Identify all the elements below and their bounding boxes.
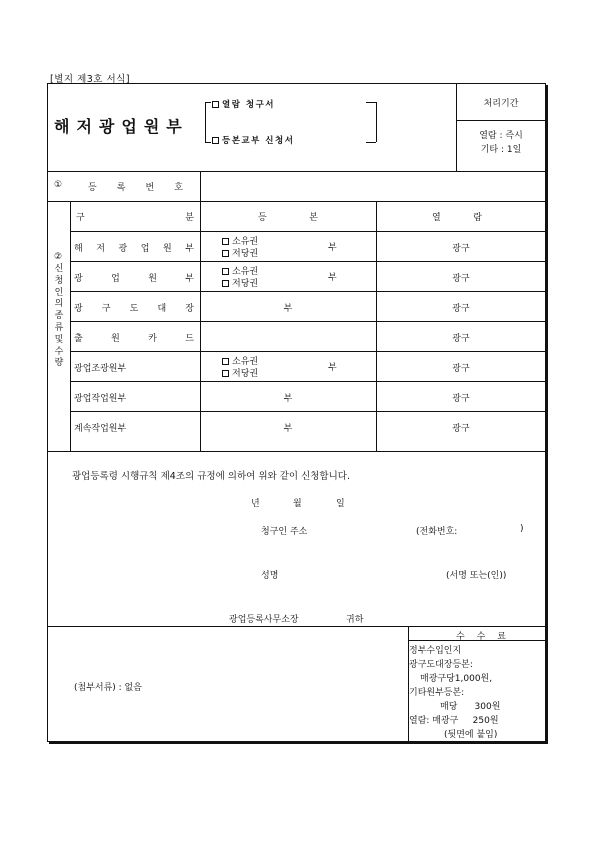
fee-line: 광구도대장등본:	[409, 660, 473, 670]
option-label: 저당권	[232, 279, 259, 289]
registration-number-label: 등 록 번 호	[88, 183, 183, 193]
attachments-note: (첨부서류) : 없음	[74, 683, 142, 693]
vertical-label-char: 수	[54, 346, 64, 357]
section1-marker: ①	[54, 180, 63, 190]
left-bracket	[205, 102, 206, 142]
processing-divider	[456, 120, 546, 121]
view-unit: 광구	[452, 244, 470, 254]
fee-line: 기타원부등본:	[409, 688, 465, 698]
copy-unit: 부	[328, 243, 337, 253]
copy-option-mortgage[interactable]	[222, 246, 258, 259]
honorific: 귀하	[346, 615, 364, 625]
section2-marker: ②	[54, 252, 63, 262]
col-divider	[376, 201, 377, 451]
checkbox-icon[interactable]	[222, 268, 229, 275]
checkbox-icon[interactable]	[222, 358, 229, 365]
form-title: 해저광업원부	[54, 117, 189, 136]
vertical-label-char: 청	[54, 275, 64, 286]
form-number-tag: [별지 제3호 서식]	[50, 74, 131, 85]
fee-line: 열람: 매광구 250원	[409, 716, 499, 726]
header-view: 열 람	[432, 213, 482, 223]
option-copy-request[interactable]	[212, 134, 294, 146]
vertical-label-char: 및	[54, 334, 64, 345]
option-label: 저당권	[232, 369, 259, 379]
checkbox-icon[interactable]	[222, 250, 229, 257]
vertical-label-char: 신	[54, 264, 64, 274]
row-divider	[70, 381, 546, 382]
option-label: 저당권	[232, 249, 259, 259]
row-category-6: 계속작업원부	[74, 424, 127, 434]
vertical-label-char: 의	[54, 299, 64, 310]
checkbox-icon[interactable]	[212, 101, 219, 108]
row-category-4: 광업조광원부	[74, 364, 127, 374]
fee-line: 매당 300원	[440, 702, 501, 712]
copy-unit: 부	[328, 363, 337, 373]
date-year: 년	[251, 499, 260, 509]
copy-option-mortgage[interactable]	[222, 366, 258, 379]
name-label: 성명	[261, 571, 279, 581]
row-category-1: 광 업 원 부	[74, 274, 194, 284]
right-bracket	[376, 102, 377, 142]
option-label: 소유권	[232, 237, 259, 247]
processing-view: 열람 : 즉시	[479, 131, 523, 141]
view-unit: 광구	[452, 394, 470, 404]
option-view-request[interactable]	[212, 98, 275, 110]
col-divider	[200, 201, 201, 451]
checkbox-icon[interactable]	[222, 280, 229, 287]
copy-option-mortgage[interactable]	[222, 276, 258, 289]
addressee: 광업등록사무소장	[229, 615, 299, 625]
phone-label: (전화번호:	[416, 527, 458, 537]
view-unit: 광구	[452, 424, 470, 434]
row-divider	[70, 351, 546, 352]
header-copy: 등 본	[258, 213, 318, 223]
row-divider	[48, 451, 546, 452]
row-category-5: 광업작업원부	[74, 394, 127, 404]
row-divider	[70, 321, 546, 322]
option-label: 소유권	[232, 267, 259, 277]
processing-other: 기타 : 1일	[480, 145, 522, 155]
statement-text: 광업등록령 시행규칙 제4조의 규정에 의하여 위와 같이 신청합니다.	[72, 471, 350, 482]
vertical-label-char: 인	[54, 287, 64, 298]
row-category-0: 해 저 광 업 원 부	[74, 244, 194, 254]
copy-unit: 부	[283, 424, 293, 434]
view-unit: 광구	[452, 304, 470, 314]
name-field[interactable]	[288, 564, 438, 580]
row-divider	[70, 291, 546, 292]
fee-title: 수 수 료	[456, 632, 506, 642]
bracket-tick	[366, 142, 376, 143]
form-frame	[47, 83, 546, 742]
row-divider	[70, 261, 546, 262]
row-divider	[70, 231, 546, 232]
row-divider	[70, 411, 546, 412]
header-category: 구 분	[76, 213, 194, 223]
bracket-tick	[205, 102, 211, 103]
date-month: 월	[293, 499, 302, 509]
date-day: 일	[336, 499, 345, 509]
vertical-label-char: 류	[54, 323, 64, 333]
applicant-address-field[interactable]	[318, 520, 413, 536]
vertical-label-char: 량	[54, 358, 64, 369]
view-unit: 광구	[452, 364, 470, 374]
row-divider	[48, 626, 546, 627]
phone-close: )	[520, 524, 524, 534]
row-category-3: 출 원 카 드	[74, 334, 194, 344]
fee-line: 정부수입인지	[409, 646, 462, 656]
copy-unit: 부	[283, 304, 293, 314]
bracket-tick	[205, 142, 211, 143]
section2-divider	[70, 201, 71, 451]
applicant-address-label: 청구인 주소	[261, 527, 308, 537]
view-unit: 광구	[452, 274, 470, 284]
checkbox-icon[interactable]	[212, 137, 219, 144]
option-label: 등본교부 신청서	[222, 136, 295, 146]
fee-line: (뒷면에 붙임)	[444, 730, 498, 740]
view-unit: 광구	[452, 334, 470, 344]
copy-unit: 부	[283, 394, 293, 404]
option-label: 열람 청구서	[222, 100, 276, 110]
bracket-tick	[366, 102, 376, 103]
phone-field[interactable]	[473, 520, 518, 536]
registration-number-field[interactable]	[201, 172, 545, 200]
copy-unit: 부	[328, 273, 337, 283]
row-category-2: 광 구 도 대 장	[74, 304, 194, 314]
row-divider	[48, 201, 546, 202]
fee-line: 매광구당1,000원,	[420, 674, 493, 684]
vertical-label-char: 종	[54, 311, 64, 322]
processing-period-label: 처리기간	[483, 99, 519, 109]
checkbox-icon[interactable]	[222, 370, 229, 377]
signature-label: (서명 또는(인))	[446, 571, 507, 581]
checkbox-icon[interactable]	[222, 238, 229, 245]
option-label: 소유권	[232, 357, 259, 367]
